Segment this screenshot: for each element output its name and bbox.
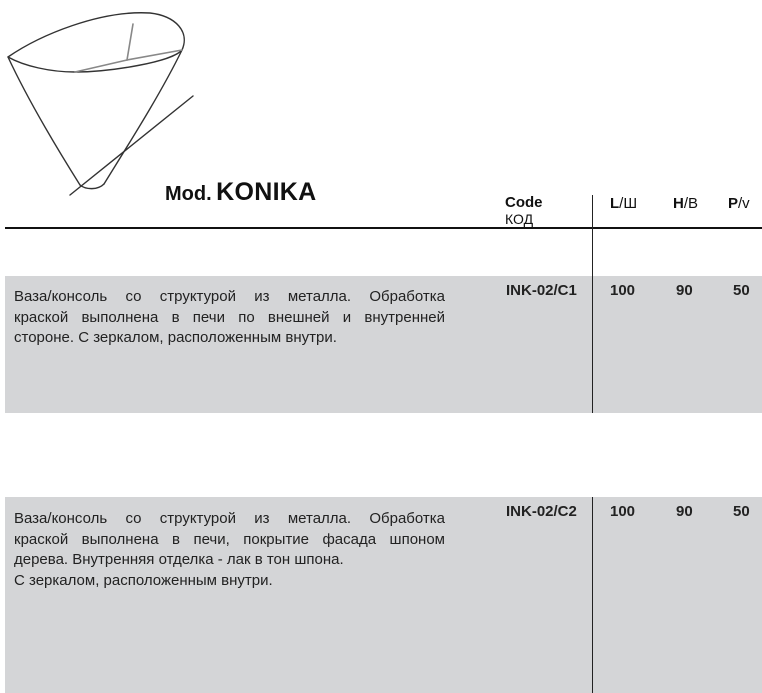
row-length: 100: [610, 503, 636, 520]
column-header-depth-latin: P: [728, 195, 739, 212]
row-depth: 50: [733, 503, 750, 520]
row-length: 100: [610, 282, 636, 299]
header-divider: [5, 227, 762, 229]
model-title: [165, 178, 317, 207]
description-line: краской выполнена в печи, покрытие фасада шпоном: [14, 530, 445, 548]
model-prefix: Mod.: [165, 183, 212, 205]
column-divider: [592, 195, 593, 413]
column-header-code-label: Code: [505, 194, 543, 211]
row-code: INK-02/C2: [506, 503, 577, 520]
row-depth: 50: [733, 282, 750, 299]
row-code: INK-02/C1: [506, 282, 577, 299]
column-header-length: [610, 195, 637, 212]
description-line: краской выполнена в печи по внешней и внутренней: [14, 308, 445, 326]
column-header-depth-ru: /v: [738, 195, 750, 212]
description-line: Ваза/консоль со структурой из металла. Обработка: [14, 510, 445, 527]
row-height: 90: [676, 282, 693, 299]
column-header-height: [673, 195, 698, 212]
row-height: 90: [676, 503, 693, 520]
description-line: дерева. Внутренняя отделка - лак в тон шпона.: [14, 551, 344, 568]
column-header-depth: [728, 195, 750, 212]
column-header-length-ru: /Ш: [619, 195, 638, 212]
description-line: Ваза/консоль со структурой из металла. Обработка: [14, 288, 445, 305]
column-header-code: [505, 195, 543, 228]
description-line: С зеркалом, расположенным внутри.: [14, 571, 273, 589]
column-header-height-ru: /В: [683, 195, 699, 212]
column-divider: [592, 497, 593, 693]
row-description: [14, 287, 445, 349]
row-description: [14, 509, 445, 591]
product-sketch-icon: [0, 0, 200, 200]
description-line: стороне. С зеркалом, расположенным внутри.: [14, 329, 337, 346]
model-name: KONIKA: [216, 178, 317, 206]
column-header-code-ru: КОД: [505, 211, 534, 227]
column-header-length-latin: L: [610, 195, 620, 212]
column-header-height-latin: H: [673, 195, 684, 212]
